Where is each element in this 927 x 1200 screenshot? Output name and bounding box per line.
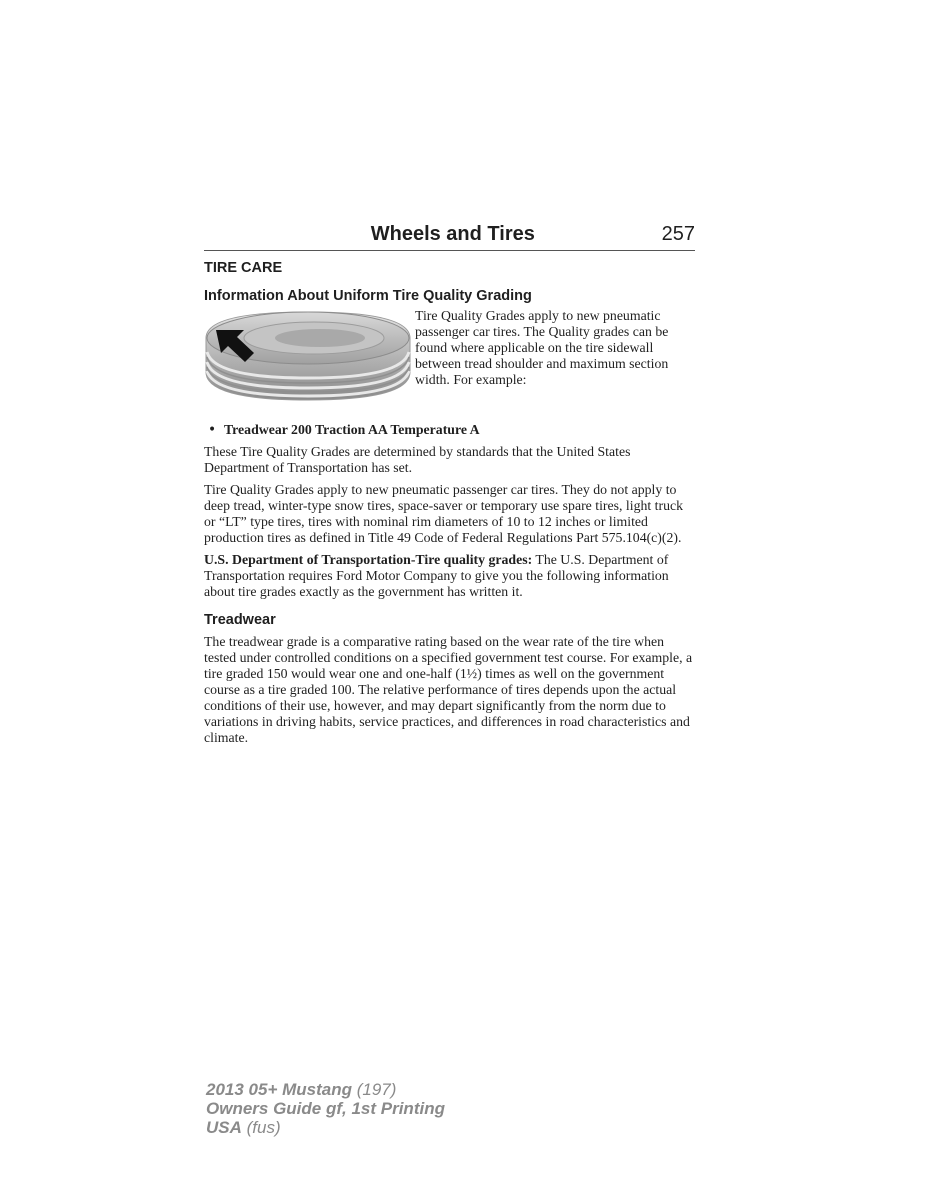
paragraph-applicability: Tire Quality Grades apply to new pneumatic passenger car tires. They do not apply to deep tread, winter-type snow tires, space-saver or temporary use spare tires, light truck or “LT” type tires, tires with nominal rim diameters of 10 to 12 inches or limited production tires as defined in Title 49 Code of Federal Regulations Part 575.104(c)(2). [204,482,683,545]
paragraph-dot-grades [204,552,695,600]
bullet-text: Treadwear 200 Traction AA Temperature A [224,422,480,437]
print-footer [206,1080,445,1137]
page-number: 257 [661,223,695,245]
running-header [204,222,695,251]
treadwear-text: The treadwear grade is a comparative rating based on the wear rate of the tire when tested under controlled conditions on a specified government test course. For example, a tire graded 150 would wear one and one-half (1½) times as well on the government course as a tire graded 100. The relative performance of tires depends upon the actual conditions of their use, however, and may depart significantly from the norm due to variations in driving habits, service practices, and differences in road characteristics and climate. [204,634,693,745]
dot-grades-text: The U.S. Department of Transportation requires Ford Motor Company to give you the following information about tire grades exactly as the government has written it. [204,552,669,599]
manual-page [204,222,695,746]
subsection-title: Information About Uniform Tire Quality Grading [204,288,532,304]
chapter-title: Wheels and Tires [370,223,535,245]
tire-icon [204,308,415,404]
footer-line-2: Owners Guide gf, 1st Printing [206,1099,445,1118]
intro-text: Tire Quality Grades apply to new pneumatic passenger car tires. The Quality grades can be found where applicable on the tire sidewall between tread shoulder and maximum section width. For example: [415,308,669,387]
section-title: TIRE CARE [204,260,283,276]
dot-grades-lead: U.S. Department of Transportation-Tire quality grades: [204,552,533,567]
treadwear-heading: Treadwear [204,612,276,628]
paragraph-standards: These Tire Quality Grades are determined by standards that the United States Department of Transportation has set. [204,444,631,475]
bullet-item [204,422,695,438]
footer-line-1: 2013 05+ Mustang (197) [206,1080,397,1099]
bullet-dot: • [208,422,217,438]
footer-line-3: USA (fus) [206,1118,281,1137]
tire-illustration [204,308,415,404]
figure-row [204,308,695,404]
